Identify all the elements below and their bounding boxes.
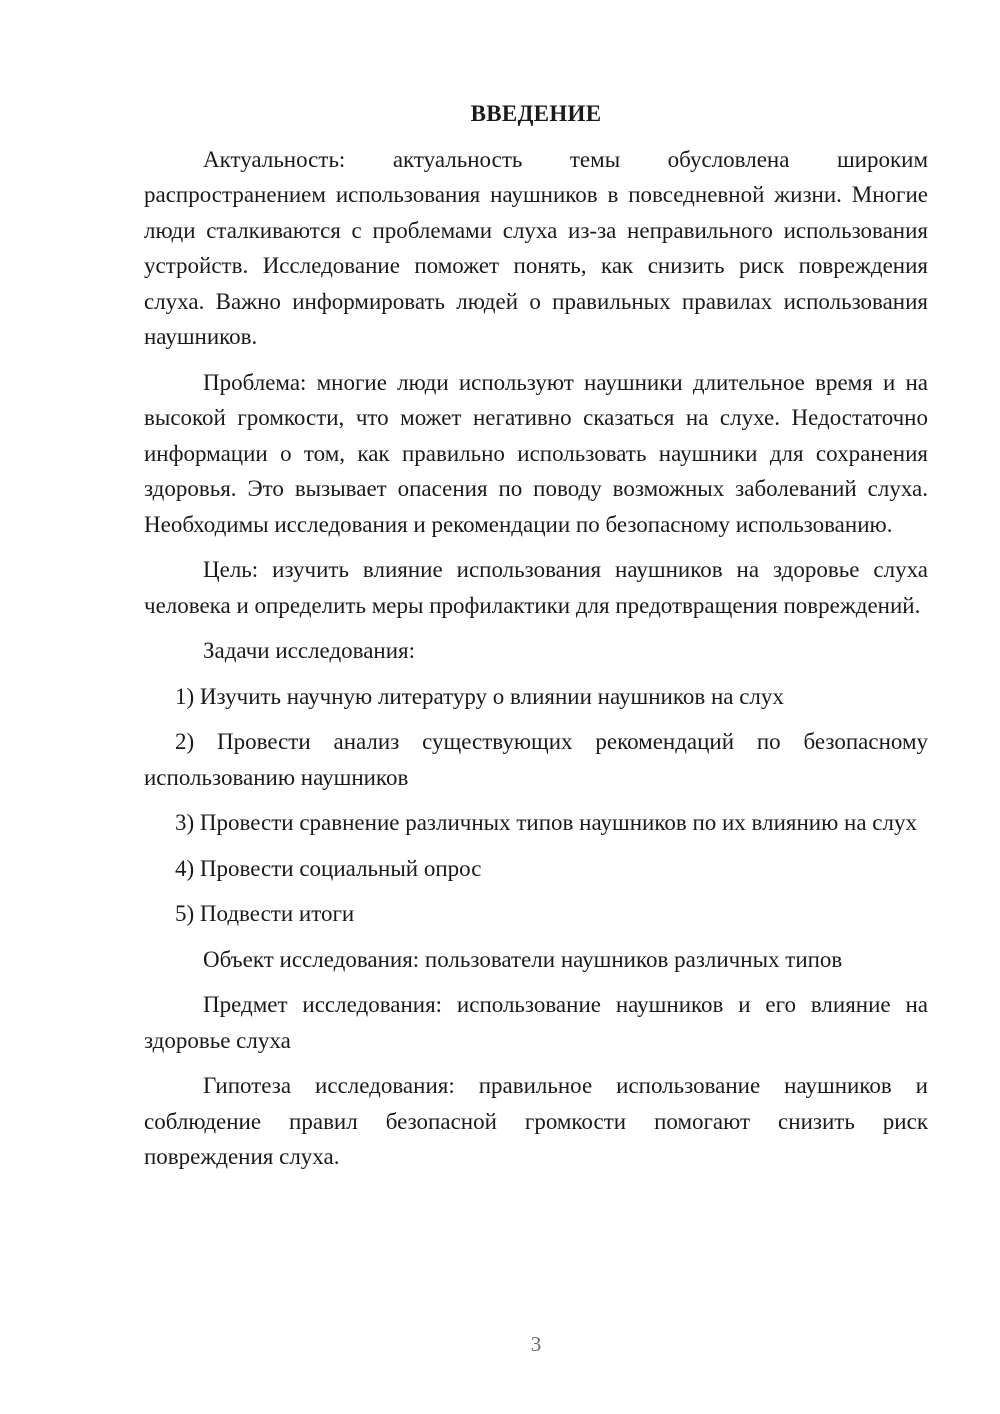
task-item-2: 2) Провести анализ существующих рекомендаций по безопасному использованию наушников <box>144 729 928 790</box>
paragraph-subject: Предмет исследования: использование наушников и его влияние на здоровье слуха <box>144 992 928 1053</box>
page-content <box>144 96 928 1175</box>
task-item-4: 4) Провести социальный опрос <box>175 855 482 881</box>
paragraph-object: Объект исследования: пользователи наушников различных типов <box>203 946 843 972</box>
paragraph-problem: Проблема: многие люди используют наушники длительное время и на высокой громкости, что может негативно сказаться на слухе. Недостаточно информации о том, как правильно использовать наушники для сохранения здоровья. Это вызывает опасения по поводу возможных заболеваний слуха. Необходимы исследования и рекомендации по безопасному использованию. <box>144 369 928 537</box>
page-number: 3 <box>530 1332 542 1356</box>
task-item-5: 5) Подвести итоги <box>175 901 355 926</box>
task-item-3: 3) Провести сравнение различных типов наушников по их влиянию на слух <box>175 810 917 835</box>
paragraph-goal: Цель: изучить влияние использования наушников на здоровье слуха человека и определить меры профилактики для предотвращения повреждений. <box>144 557 928 618</box>
paragraph-relevance: Актуальность: актуальность темы обусловлена широким распространением использования наушников в повседневной жизни. Многие люди сталкиваются с проблемами слуха из-за неправильного использования устройств. Исследование поможет понять, как снизить риск повреждения слуха. Важно информировать людей о правильных правилах использования наушников. <box>144 146 928 349</box>
section-title: ВВЕДЕНИЕ <box>470 101 602 126</box>
paragraph-tasks-heading: Задачи исследования: <box>203 638 416 663</box>
task-item-1: 1) Изучить научную литературу о влиянии наушников на слух <box>175 683 784 709</box>
paragraph-hypothesis: Гипотеза исследования: правильное использование наушников и соблюдение правил безопасной громкости помогают снизить риск повреждения слуха. <box>144 1073 928 1169</box>
